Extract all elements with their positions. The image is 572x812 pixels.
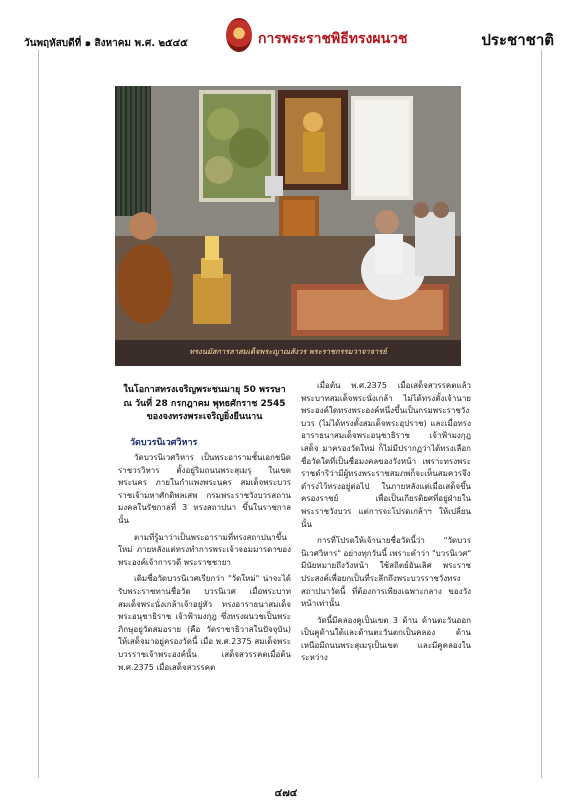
- paragraph: เมื่อต้น พ.ศ.2375 เมื่อเสด็จสวรรคตแล้วพระบาทสมเด็จพระนั่งเกล้า ไม่ได้ทรงตั้งเจ้านายพระองค์ใดทรงพระองค์หนึ่งขึ้นเป็นกรมพระราชวังบวร (ไม่ได้ทรงตั้งสมเด็จพระอุปราช) และเมื่อทรงอาราธนาสมเด็จพระอนุชาธิราช เจ้าฟ้ามงกุฎ เสด็จ มาครองวัดใหม่ ก็ไม่มีปรากฏว่าได้ทรงเลือกชื่อวัดใดที่เป็นชื่อมงคลของวังหน้า เพราะทรงพระราชดำริว่ามีผู้ทรงพระราชสมภพก็จะเห็นสมควรจึงดำรงไว้ทรงอยู่ต่อไป ในภายหลังแต่เมื่อเสด็จขึ้นครองราชย์ เพื่อเป็นเกียรติยศที่อยู่ฝ่ายในพระราชวังบวร แต่การจะโปรดเกล้าฯ ให้เปลี่ยนนั้น: [301, 381, 471, 529]
- page-number: ๔๗๔: [274, 788, 298, 799]
- paragraph: ตามที่รู้มาว่าเป็นพระอารามที่ทรงสถาปนาขึ้นใหม่ ภายหลังแต่ทรงทำการพระเจ้าจอมมารดาของพระองค์เจ้าการวดี พระราชชายา: [118, 532, 291, 567]
- article-left-column: [118, 384, 291, 678]
- article-lead: ในโอกาสทรงเจริญพระชนมายุ 50 พรรษา ณ วันที่ 28 กรกฎาคม พุทธศักราช 2545 ของจงทรงพระเจริญยิ่งยืนนาน: [123, 385, 286, 422]
- paragraph: การที่โปรดให้เจ้านายชื่อวัดนี้ว่า "วัดบวรนิเวศวิหาร" อย่างทุกวันนี้ เพราะคำว่า "บวรนิเวศ" มีนัยหมายถึงวังหน้า ใช้สถิตย์อันเลิศ พระราชประสงค์เพื่อยกเป็นที่ระลึกถึงพระบวรราชวังทรงสถาปนาวัดนี้ ที่ต้องการเพียงเฉพาะกลาง ของวังหน้าเท่านั้น: [301, 536, 471, 609]
- photo-caption: ทรงนมัสการลาสมเด็จพระญาณสังวร พระราชกรรมวาจาจารย์: [189, 347, 387, 356]
- article-right-column: [301, 380, 471, 669]
- paragraph: เดิมชื่อวัดบวรนิเวศเรียกว่า "วัดใหม่" น่าจะได้รับพระราชทานชื่อวัด บวรนิเวศ เมื่อพระบาทสมเด็จพระนั่งเกล้าเจ้าอยู่หัว ทรงอาราธนาสมเด็จพระอนุชาธิราช เจ้าฟ้ามงกุฎ ซึ่งทรงผนวชเป็นพระภิกษุอยู่วัดสมอราย (คือ วัดราชาธิวาสในปัจจุบัน) ให้เสด็จมาอยู่ครองวัดนี้ เมื่อ พ.ศ.2375 สมเด็จพระบวรราชเจ้าพระองค์นั้น เสด็จสวรรคตเมื่อต้น พ.ศ.2375 เมื่อเสด็จสวรรคต: [118, 574, 291, 672]
- royal-seal-icon: [226, 18, 252, 52]
- section-title: การพระราชพิธีทรงผนวช: [258, 31, 408, 47]
- issue-date: วันพฤหัสบดีที่ ๑ สิงหาคม พ.ศ. ๒๕๔๕: [24, 38, 188, 49]
- paragraph: วัดบวรนิเวศวิหาร เป็นพระอารามชั้นเอกชนิดราชวรวิหาร ตั้งอยู่ริมถนนพระสุเมรุ ในเขตพระนคร ภายในกำแพงพระนคร สมเด็จพระบวรราชเจ้ามหาศักดิพลเสพ กรมพระราชวังบวรสถานมงคลในรัชกาลที่ 3 ทรงสถาปนา ขึ้นในราชกาลนั้น: [118, 453, 291, 526]
- ceremony-photo: [115, 86, 461, 340]
- ceremony-photo-illustration: [115, 86, 461, 340]
- paragraph: วัดนี้มีคลองคูเป็นเขต 3 ด้าน ด้านตะวันออกเป็นคูด้านใต้และด้านตะวันตกเป็นคลอง ด้านเหนือมีถนนพระสุเมรุเป็นเขต และมีคูคลองในระหว่าง: [301, 615, 471, 663]
- article-subhead: วัดบวรนิเวศวิหาร: [130, 437, 198, 448]
- photo-caption-band: [115, 340, 461, 366]
- newspaper-logo: ประชาชาติ: [481, 31, 554, 49]
